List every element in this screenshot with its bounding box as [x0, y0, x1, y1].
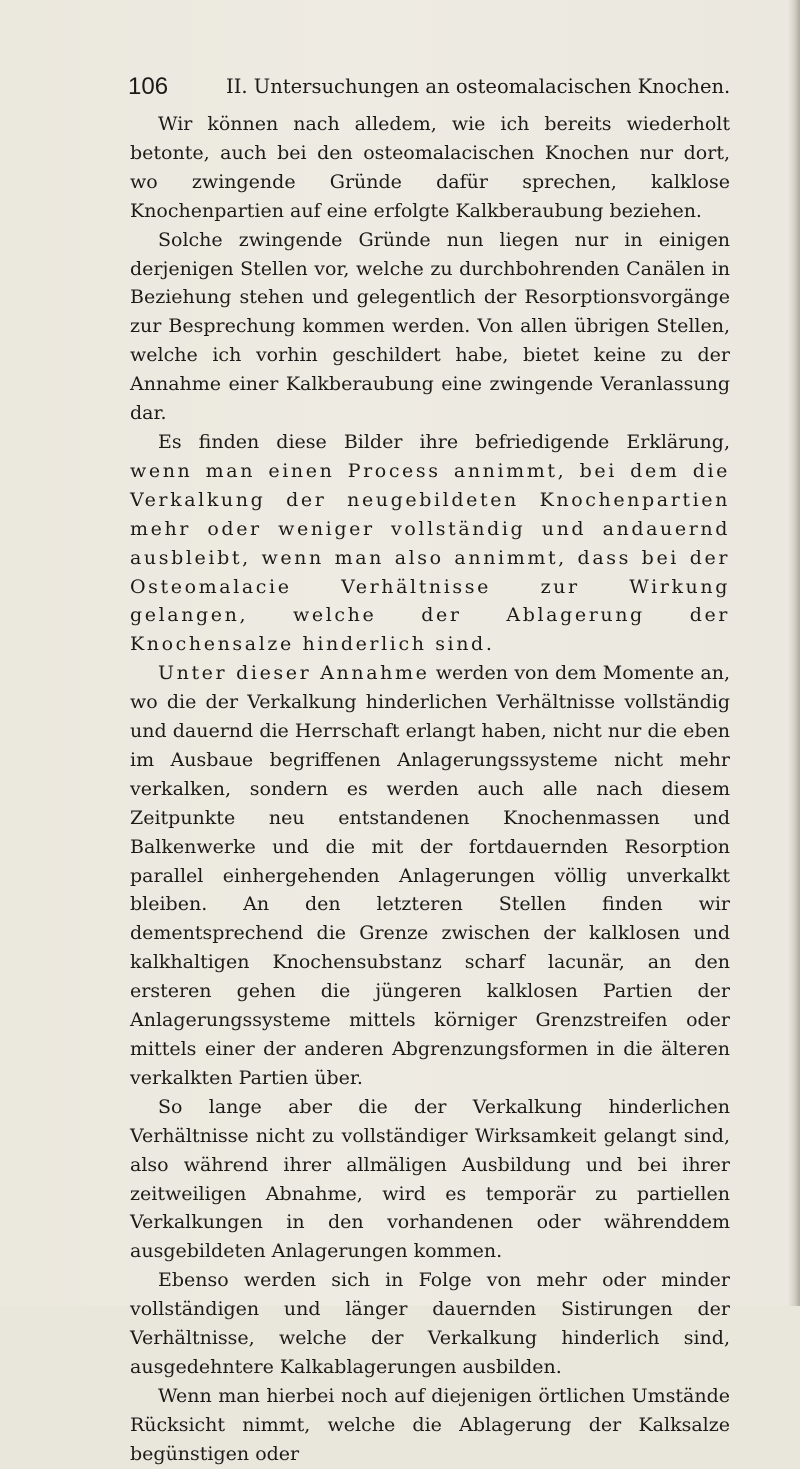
- paragraph-4-text: werden von dem Momente an, wo die der Verkalkung hinderlichen Verhältnisse vollständig und dauernd die Herrschaft erlangt haben, nicht nur die eben im Ausbaue begriffenen Anlagerungssysteme nicht mehr verkalken, sondern es werden auch alle nach diesem Zeitpunkte neu entstandenen Knochenmassen und Balkenwerke und die mit der fortdauernden Resorption parallel einhergehenden Anlagerungen völlig unverkalkt bleiben. An den letzteren Stellen finden wir dementsprechend die Grenze zwischen der kalklosen und kalkhaltigen Knochensubstanz scharf lacunär, an den ersteren gehen die jüngeren kalklosen Partien der Anlagerungssysteme mittels körniger Grenzstreifen oder mittels einer der anderen Abgrenzungsformen in die älteren verkalkten Partien über.: [130, 662, 730, 1089]
- paragraph-5: So lange aber die der Verkalkung hinderlichen Verhältnisse nicht zu vollständiger Wirksamkeit gelangt sind, also während ihrer allmäligen Ausbildung und bei ihrer zeitweiligen Abnahme, wird es temporär zu partiellen Verkalkungen in den vorhandenen oder währenddem ausgebildeten Anlagerungen kommen.: [130, 1095, 730, 1263]
- paragraph-3-lead: Es finden diese Bilder ihre befriedigende Erklärung,: [158, 430, 730, 453]
- paragraph-2: Solche zwingende Gründe nun liegen nur in einigen derjenigen Stellen vor, welche zu durchbohrenden Canälen in Beziehung stehen und gelegentlich der Resorptionsvorgänge zur Besprechung kommen werden. Von allen übrigen Stellen, welche ich vorhin geschildert habe, bietet keine zu der Annahme einer Kalkberaubung eine zwingende Veranlassung dar.: [130, 228, 730, 425]
- paragraph-1: Wir können nach alledem, wie ich bereits wiederholt betonte, auch bei den osteomalacischen Knochen nur dort, wo zwingende Gründe dafür sprechen, kalklose Knochenpartien auf eine erfolgte Kalkberaubung beziehen.: [130, 113, 730, 222]
- page-number: 106: [128, 73, 169, 100]
- paragraph-4: [130, 659, 730, 1093]
- paragraph-7: Wenn man hierbei noch auf diejenigen örtlichen Umstände Rücksicht nimmt, welche die Ablagerung der Kalksalze begünstigen oder: [130, 1384, 730, 1465]
- paragraph-3: [130, 428, 730, 659]
- page-header: [128, 70, 731, 104]
- paragraph-6: Ebenso werden sich in Folge von mehr oder minder vollständigen und länger dauernden Sistirungen der Verhältnisse, welche der Verkalkung hinderlich sind, ausgedehntere Kalkablagerungen ausbilden.: [130, 1269, 730, 1378]
- paragraph-4-spaced-lead: Unter dieser Annahme: [158, 662, 430, 685]
- page-edge-shadow: [788, 0, 800, 1306]
- running-title: II. Untersuchungen an osteomalacischen Knochen.: [226, 75, 731, 98]
- paragraph-3-spaced-emphasis: wenn man einen Process annimmt, bei dem die Verkalkung der neugebildeten Knochenpartien mehr oder weniger vollständig und andauernd ausbleibt, wenn man also annimmt, dass bei der Osteomalacie Verhältnisse zur Wirkung gelangen, welche der Ablagerung der Knochensalze hinderlich sind.: [130, 459, 730, 656]
- body-text: [130, 110, 730, 1469]
